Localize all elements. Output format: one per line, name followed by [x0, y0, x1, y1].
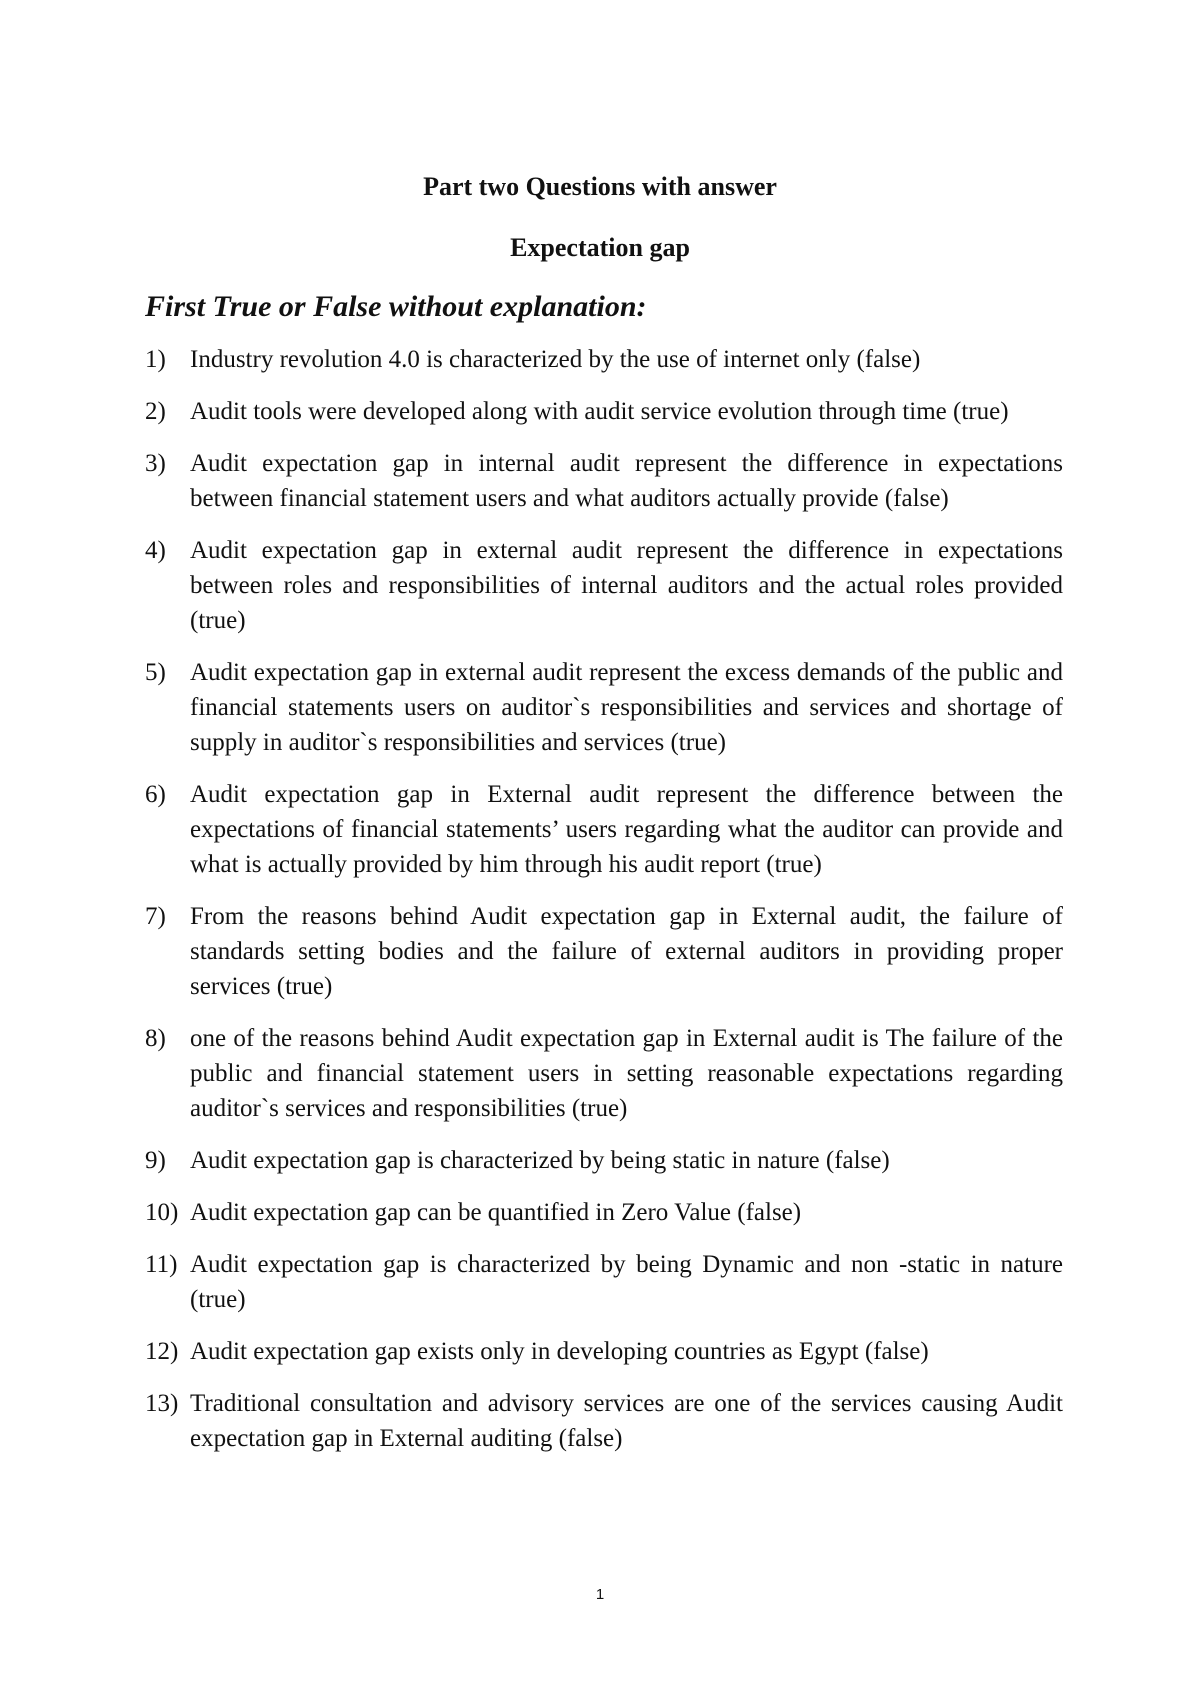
- question-number: 5): [145, 659, 166, 686]
- question-text: Audit expectation gap is characterized by being static in nature (false): [190, 1147, 890, 1174]
- question-item-4: [145, 533, 1063, 638]
- question-number: 4): [145, 537, 166, 564]
- question-text: From the reasons behind Audit expectation gap in External audit, the failure of standards setting bodies and the failure of external auditors in providing proper services (true): [190, 903, 1063, 1000]
- question-number: 8): [145, 1025, 166, 1052]
- page-number: 1: [595, 1586, 605, 1603]
- section-heading: First True or False without explanation:: [145, 290, 647, 323]
- question-item-5: [145, 655, 1063, 760]
- question-text: one of the reasons behind Audit expectation gap in External audit is The failure of the public and financial statement users in setting reasonable expectations regarding auditor`s services and responsibilities (true): [190, 1025, 1063, 1122]
- question-item-6: [145, 777, 1063, 882]
- question-number: 3): [145, 450, 166, 477]
- question-text: Audit expectation gap exists only in developing countries as Egypt (false): [190, 1338, 929, 1365]
- question-text: Traditional consultation and advisory services are one of the services causing Audit expectation gap in External auditing (false): [190, 1390, 1063, 1452]
- question-item-1: [145, 342, 1063, 377]
- question-number: 10): [145, 1199, 179, 1226]
- question-text: Audit expectation gap in external audit represent the difference in expectations between roles and responsibilities of internal auditors and the actual roles provided (true): [190, 537, 1063, 634]
- question-list: [145, 342, 1063, 1473]
- question-item-2: [145, 394, 1063, 429]
- question-text: Audit expectation gap in external audit represent the excess demands of the public and financial statements users on auditor`s responsibilities and services and shortage of supply in auditor`s responsibilities and services (true): [190, 659, 1063, 756]
- question-number: 11): [145, 1251, 178, 1278]
- question-text: Audit expectation gap in External audit represent the difference between the expectations of financial statements’ users regarding what the auditor can provide and what is actually provided by him through his audit report (true): [190, 781, 1063, 878]
- question-number: 9): [145, 1147, 166, 1174]
- question-item-10: [145, 1195, 1063, 1230]
- question-item-7: [145, 899, 1063, 1004]
- question-item-9: [145, 1143, 1063, 1178]
- question-number: 6): [145, 781, 166, 808]
- question-text: Audit expectation gap is characterized by being Dynamic and non -static in nature (true): [190, 1251, 1063, 1313]
- page-subtitle: Expectation gap: [510, 233, 690, 262]
- question-text: Audit tools were developed along with audit service evolution through time (true): [190, 398, 1009, 425]
- question-text: Audit expectation gap can be quantified in Zero Value (false): [190, 1199, 802, 1226]
- question-number: 13): [145, 1390, 179, 1417]
- question-item-8: [145, 1021, 1063, 1126]
- question-number: 2): [145, 398, 166, 425]
- question-text: Industry revolution 4.0 is characterized by the use of internet only (false): [190, 346, 921, 373]
- question-number: 12): [145, 1338, 179, 1365]
- question-item-13: [145, 1386, 1063, 1456]
- question-number: 7): [145, 903, 166, 930]
- page-title: Part two Questions with answer: [423, 172, 777, 201]
- question-item-3: [145, 446, 1063, 516]
- question-text: Audit expectation gap in internal audit represent the difference in expectations between financial statement users and what auditors actually provide (false): [190, 450, 1063, 512]
- question-number: 1): [145, 346, 166, 373]
- question-item-12: [145, 1334, 1063, 1369]
- question-item-11: [145, 1247, 1063, 1317]
